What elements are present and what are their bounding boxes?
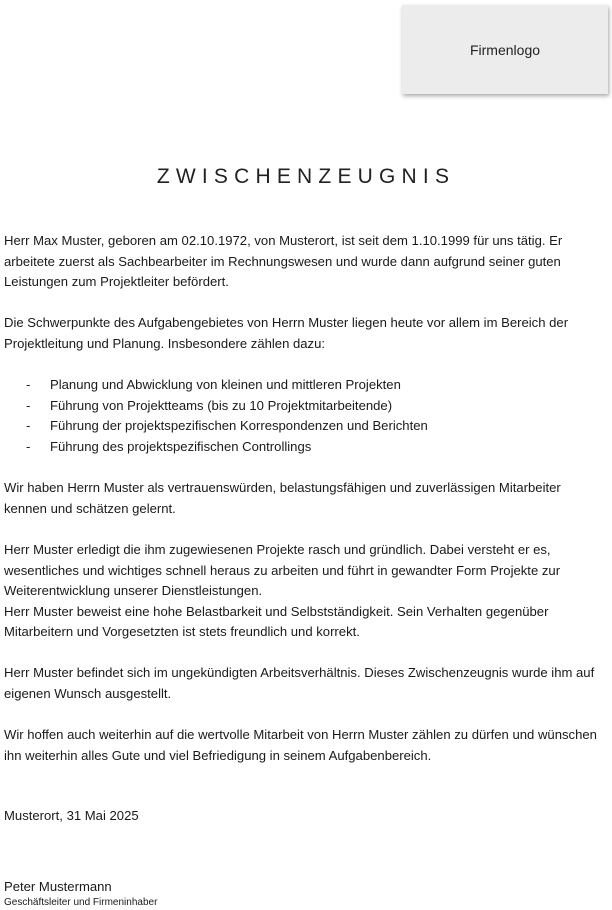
document-body bbox=[4, 231, 604, 787]
place-and-date: Musterort, 31 Mai 2025 bbox=[4, 808, 139, 823]
intro-paragraph: Herr Max Muster, geboren am 02.10.1972, von Musterort, ist seit dem 1.10.1999 für uns tätig. Er arbeitete zuerst als Sachbearbeiter im Rechnungswesen und wurde dann aufgrund seiner guten Leistungen zum Projektleiter befördert. bbox=[4, 233, 563, 290]
task-list-item bbox=[4, 396, 604, 417]
behaviour-paragraph: Herr Muster beweist eine hohe Belastbarkeit und Selbstständigkeit. Sein Verhalten gegenüber Mitarbeitern und Vorgesetzten ist stets freundlich und korrekt. bbox=[4, 603, 549, 640]
assessment-paragraph: Wir haben Herrn Muster als vertrauenswürden, belastungsfähigen und zuverlässigen Mitarbeiter kennen und schätzen gelernt. bbox=[4, 480, 561, 516]
task-list-item bbox=[4, 416, 604, 437]
list-dash: - bbox=[26, 438, 31, 454]
company-logo-label: Firmenlogo bbox=[469, 41, 541, 58]
list-dash: - bbox=[26, 377, 31, 393]
task-text: Führung des projektspezifischen Controllings bbox=[50, 438, 312, 454]
task-text: Führung von Projektteams (bis zu 10 Projektmitarbeitende) bbox=[50, 397, 393, 413]
task-list bbox=[4, 375, 604, 457]
task-text: Planung und Abwicklung von kleinen und mittleren Projekten bbox=[50, 377, 401, 393]
signer-role: Geschäftsleiter und Firmeninhaber bbox=[4, 897, 158, 908]
status-paragraph: Herr Muster befindet sich im ungekündigten Arbeitsverhältnis. Dieses Zwischenzeugnis wurde ihm auf eigenen Wunsch ausgestellt. bbox=[4, 665, 595, 702]
spacer bbox=[4, 355, 604, 376]
signer-name: Peter Mustermann bbox=[4, 879, 112, 894]
task-text: Führung der projektspezifischen Korrespondenzen und Berichten bbox=[50, 418, 428, 434]
performance-paragraph: Herr Muster erledigt die ihm zugewiesenen Projekte rasch und gründlich. Dabei versteht er es, wesentliches und wichtiges schnell heraus zu arbeiten und führt in gewandter Form Projekte zur Weiterentwicklung unserer Dienstleistungen. bbox=[4, 541, 561, 599]
company-logo-placeholder bbox=[402, 5, 608, 94]
focus-paragraph: Die Schwerpunkte des Aufgabengebietes von Herrn Muster liegen heute vor allem im Bereich der Projektleitung und Planung. Insbesondere zählen dazu: bbox=[4, 315, 569, 351]
list-dash: - bbox=[26, 397, 31, 413]
list-dash: - bbox=[26, 418, 31, 434]
task-list-item bbox=[4, 437, 604, 458]
task-list-item bbox=[4, 375, 604, 396]
document-title: ZWISCHENZEUGNIS bbox=[156, 165, 456, 188]
closing-paragraph: Wir hoffen auch weiterhin auf die wertvolle Mitarbeit von Herrn Muster zählen zu dürfen und wünschen ihn weiterhin alles Gute und viel Befriedigung in seinem Aufgabenbereich. bbox=[4, 727, 597, 763]
